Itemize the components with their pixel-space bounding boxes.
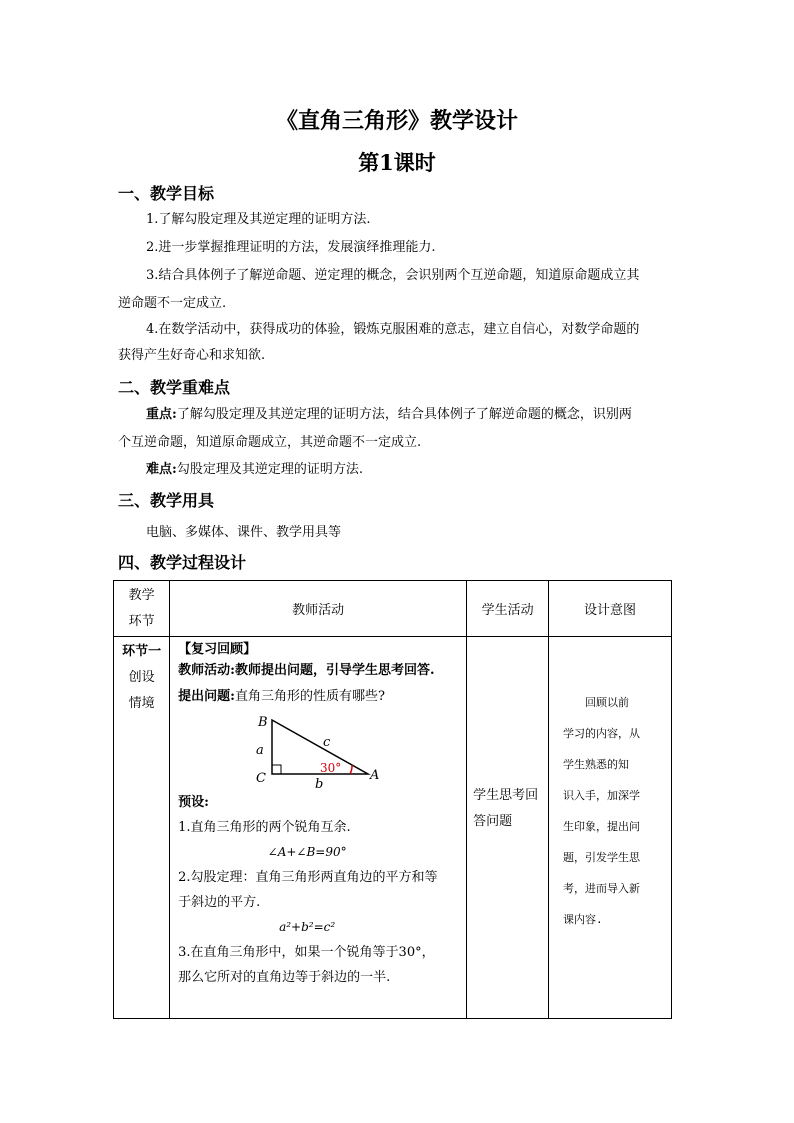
student-activity-cell: [467, 637, 549, 1019]
vertex-label-b: B: [258, 716, 268, 730]
preset-3-cont: 那么它所对的直角边等于斜边的一半.: [178, 970, 391, 985]
design-intent-cell: [549, 637, 672, 1019]
header-student: 学生活动: [467, 581, 549, 637]
table-row: [114, 637, 672, 1019]
design-line: 识入手，加深学: [563, 789, 641, 802]
section-heading-process: 四、教学过程设计: [118, 553, 247, 572]
preset-label: 预设:: [178, 795, 209, 810]
document-title: 《直角三角形》教学设计: [275, 108, 518, 134]
side-label-a: a: [256, 743, 264, 758]
act-text: 教师提出问题，引导学生思考回答.: [234, 663, 435, 678]
question-line: [178, 684, 466, 710]
question-label: 提出问题:: [178, 689, 235, 704]
keypoint-cont: 个互逆命题，知道原命题成立，其逆命题不一定成立.: [118, 435, 422, 450]
process-table: [113, 580, 672, 1019]
vertex-label-c: C: [256, 771, 267, 786]
right-angle-mark: [272, 765, 281, 774]
question-text: 直角三角形的性质有哪些?: [234, 689, 385, 704]
document-subtitle: 第1课时: [358, 150, 436, 175]
formula-2: a²+b²=c²: [279, 920, 336, 934]
preset-3: 3.在直角三角形中，如果一个锐角等于30°，: [178, 945, 435, 960]
table-header-row: [114, 581, 672, 637]
goal-4: 4.在数学活动中，获得成功的体验，锻炼克服困难的意志，建立自信心，对数学命题的: [146, 322, 640, 337]
formula-1: ∠A+∠B=90°: [267, 845, 347, 859]
vertex-label-a: A: [370, 768, 380, 783]
review-heading: 【复习回顾】: [178, 642, 257, 657]
design-line: 学生熟悉的知: [563, 758, 630, 771]
side-label-c: c: [323, 735, 331, 750]
header-design: 设计意图: [549, 581, 672, 637]
stage-cell: [114, 637, 170, 1019]
keypoint-line: [146, 407, 632, 423]
header-stage: [114, 581, 170, 637]
section-heading-goals: 一、教学目标: [118, 184, 215, 203]
difficulty-label: 难点:: [146, 462, 177, 477]
section-heading-tools: 三、教学用具: [118, 491, 215, 510]
difficulty-text: 勾股定理及其逆定理的证明方法.: [176, 462, 363, 477]
header-stage-line2: 环节: [128, 613, 155, 629]
header-stage-line1: 教学: [128, 587, 155, 603]
student-line: 学生思考回: [473, 788, 539, 803]
teacher-activity-line: [178, 658, 466, 684]
design-line: 题，引发学生思: [563, 851, 641, 864]
stage-line: 情境: [128, 696, 155, 711]
design-line: 课内容.: [563, 913, 603, 926]
stage-line: 创设: [128, 670, 155, 685]
design-line: 生印象，提出问: [563, 820, 641, 833]
preset-2-cont: 于斜边的平方.: [178, 895, 261, 910]
act-label: 教师活动:: [178, 663, 235, 678]
angle-arc: [350, 765, 352, 774]
angle-label: 30°: [320, 761, 342, 775]
key-text: 了解勾股定理及其逆定理的证明方法，结合具体例子了解逆命题的概念，识别两: [176, 407, 632, 422]
header-teacher: 教师活动: [170, 581, 467, 637]
goal-1: 1.了解勾股定理及其逆定理的证明方法.: [146, 212, 371, 227]
preset-2: 2.勾股定理：直角三角形两直角边的平方和等: [178, 870, 438, 885]
preset-1: 1.直角三角形的两个锐角互余.: [178, 820, 351, 835]
difficulty-line: [146, 462, 363, 478]
key-label: 重点:: [146, 407, 177, 422]
goal-4-cont: 获得产生好奇心和求知欲.: [118, 348, 266, 363]
goal-2: 2.进一步掌握推理证明的方法，发展演绎推理能力.: [146, 240, 436, 255]
design-line: 学习的内容，从: [563, 727, 641, 740]
student-line: 答问题: [473, 814, 513, 829]
goal-3-cont: 逆命题不一定成立.: [118, 296, 227, 311]
right-triangle-diagram: [246, 716, 396, 788]
section-heading-keypoints: 二、教学重难点: [118, 378, 231, 397]
tools-text: 电脑、多媒体、课件、教学用具等: [146, 525, 342, 540]
side-label-b: b: [315, 777, 324, 788]
design-line: 考，进而导入新: [563, 882, 641, 895]
design-line: 回顾以前: [585, 696, 630, 709]
goal-3: 3.结合具体例子了解逆命题、逆定理的概念，会识别两个互逆命题，知道原命题成立其: [146, 268, 640, 283]
teacher-activity-cell: [170, 637, 467, 1019]
stage-line: 环节一: [122, 644, 162, 659]
